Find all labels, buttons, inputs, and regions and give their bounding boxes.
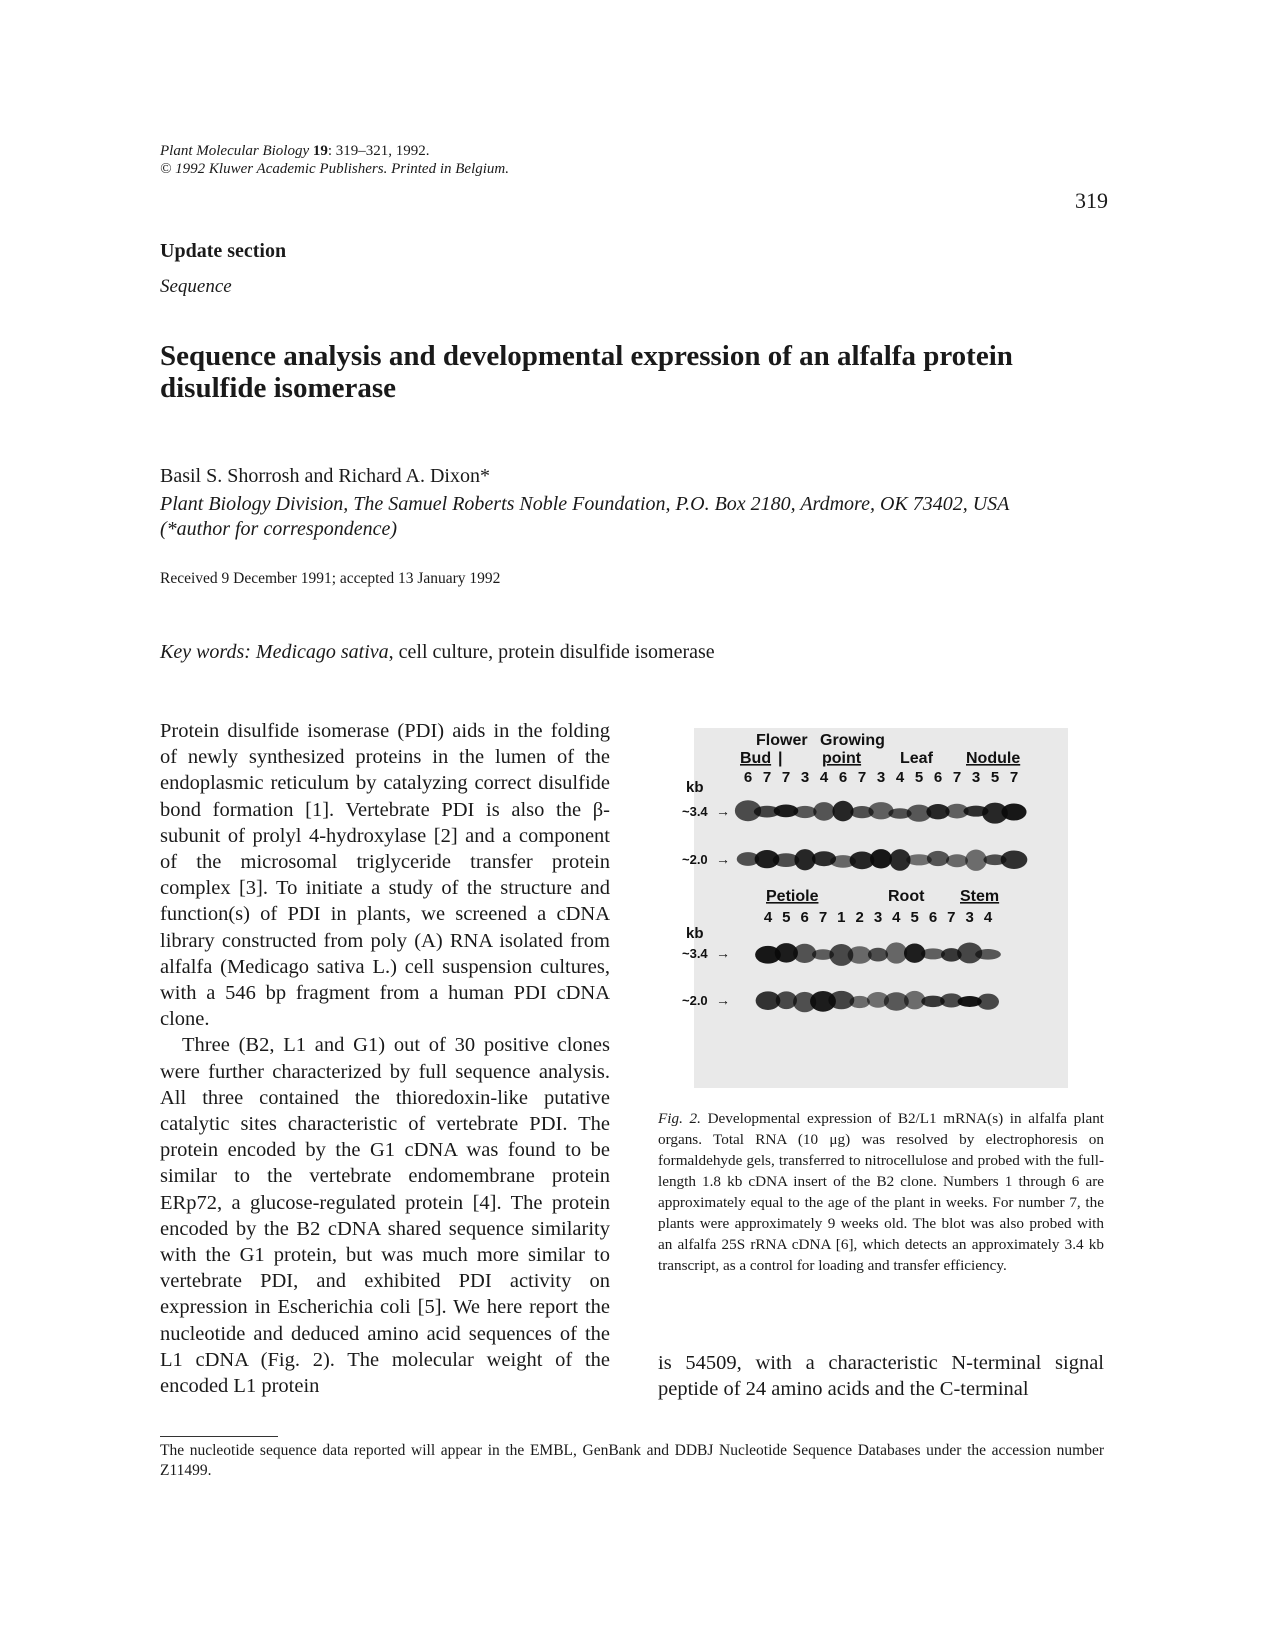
bottom-lane-2: 6	[800, 909, 809, 926]
top-band-r1-l7	[870, 849, 892, 868]
keywords-label: Key words:	[160, 641, 251, 663]
bottom-band-r1-l12	[977, 994, 999, 1010]
kb-label-top: kb	[686, 779, 704, 796]
top-lane-numbers	[744, 769, 1018, 786]
top-band-r0-l7	[868, 802, 893, 819]
arrow-2.0-bottom: →	[716, 992, 730, 1008]
blot-image	[682, 728, 1068, 1088]
arrow-2.0-top: →	[716, 851, 730, 867]
bottom-lane-1: 5	[782, 909, 791, 926]
received-dates: Received 9 December 1991; accepted 13 January 1992	[160, 570, 501, 587]
top-lane-9: 5	[914, 769, 924, 786]
marker-2.0-top: ~2.0	[682, 852, 708, 867]
section-heading: Update section	[160, 240, 287, 262]
top-band-r0-l4	[813, 802, 835, 821]
bottom-band-r0-l6	[868, 948, 888, 962]
group-label-point: point	[822, 750, 862, 767]
bottom-lane-9: 6	[928, 909, 938, 926]
top-lane-2: 7	[781, 769, 791, 786]
bottom-lane-3: 7	[818, 909, 828, 926]
group-label-flower: Flower	[756, 732, 808, 749]
bottom-band-r0-l12	[975, 949, 1001, 960]
marker-3.4-top: ~3.4	[682, 804, 708, 819]
top-lane-5: 6	[838, 769, 848, 786]
bottom-lane-0: 4	[763, 909, 773, 926]
top-lane-12: 3	[971, 769, 981, 786]
top-lane-7: 3	[876, 769, 886, 786]
authors: Basil S. Shorrosh and Richard A. Dixon*	[160, 465, 490, 487]
top-lane-3: 3	[800, 769, 810, 786]
kb-label-bottom: kb	[686, 925, 704, 942]
top-band-r1-l11	[946, 854, 968, 867]
keywords-species: Medicago sativa	[255, 641, 389, 663]
arrow-3.4-bottom: →	[716, 945, 730, 961]
group-label-nodule: Nodule	[966, 750, 1021, 767]
figure-caption	[658, 1108, 1104, 1276]
top-band-r0-l3	[793, 806, 816, 818]
group-label-root: Root	[888, 888, 925, 905]
page-number: 319	[1075, 188, 1108, 213]
footnote: The nucleotide sequence data reported will appear in the EMBL, GenBank and DDBJ Nucleotide Sequence Databases under the accession number Z11499.	[160, 1442, 1104, 1479]
affiliation: Plant Biology Division, The Samuel Roberts Noble Foundation, P.O. Box 2180, Ardmore, OK 73402, USA (*author for correspondence)	[160, 493, 1010, 540]
journal-name: Plant Molecular Biology	[160, 143, 310, 159]
body-continuation: is 54509, with a characteristic N-terminal signal peptide of 24 amino acids and the C-terminal	[658, 1352, 1104, 1401]
bottom-lane-6: 3	[873, 909, 883, 926]
top-lane-1: 7	[762, 769, 772, 786]
footnote-rule	[160, 1436, 278, 1437]
journal-citation	[160, 142, 509, 178]
group-label-stem: Stem	[960, 888, 1000, 905]
figure-label: Fig. 2.	[658, 1110, 701, 1127]
top-lane-0: 6	[743, 769, 753, 786]
bottom-lane-7: 4	[892, 909, 901, 926]
bottom-lane-8: 5	[910, 909, 919, 926]
top-lane-11: 7	[952, 769, 962, 786]
top-band-r1-l14	[1001, 850, 1028, 868]
top-blot-bands	[735, 800, 1027, 871]
group-label-petiole: Petiole	[766, 888, 819, 905]
bottom-band-r0-l7	[885, 942, 907, 963]
body-paragraph-1: Protein disulfide isomerase (PDI) aids in the folding of newly synthesized proteins in the lumen of the endoplasmic reticulum by catalyzing correct disulfide bond formation [1]. Vertebrate PDI is also the β-subunit of prolyl 4-hydroxylase [2] and a component of the microsomal triglyceride transfer protein complex [3]. To initiate a study of the structure and function(s) of PDI in plants, we screened a cDNA library constructed from poly (A) RNA isolated from alfalfa (Medicago sativa L.) cell suspension cultures, with a 546 bp fragment from a human PDI cDNA clone.	[160, 720, 610, 1031]
bottom-lane-numbers	[764, 909, 993, 926]
bottom-lane-11: 3	[965, 909, 974, 926]
caption-text: Developmental expression of B2/L1 mRNA(s) in alfalfa plant organs. Total RNA (10 μg) was resolved by electrophoresis on formaldehyde gels, transferred to nitrocellulose and probed with the full-length 1.8 kb cDNA insert of the B2 clone. Numbers 1 through 6 are approximately equal to the age of the plant in weeks. For number 7, the plants were approximately 9 weeks old. The blot was also probed with an alfalfa 25S rRNA cDNA [6], which detects an approximately 3.4 kb transcript, as a control for loading and transfer efficiency.	[658, 1110, 1105, 1274]
top-band-r0-l5	[832, 801, 853, 822]
keywords	[160, 641, 715, 664]
top-lane-6: 7	[857, 769, 867, 786]
bottom-lane-10: 7	[947, 909, 956, 926]
marker-3.4-bottom: ~3.4	[682, 946, 708, 961]
northern-blot-figure	[682, 728, 1068, 1088]
body-left-column	[160, 718, 610, 1399]
arrow-3.4-top: →	[716, 803, 730, 819]
bottom-blot-bands	[755, 942, 1001, 1012]
top-band-r1-l10	[927, 851, 949, 866]
bottom-band-r1-l5	[849, 996, 869, 1008]
bottom-lane-5: 2	[855, 909, 864, 926]
top-lane-13: 5	[990, 769, 1000, 786]
paper-title: Sequence analysis and developmental expression of an alfalfa protein disulfide isomerase	[160, 340, 1013, 404]
group-label-bud: Bud	[740, 750, 772, 767]
top-lane-8: 4	[895, 769, 905, 786]
copyright-line: © 1992 Kluwer Academic Publishers. Printed in Belgium.	[160, 161, 509, 177]
keywords-rest: , cell culture, protein disulfide isomerase	[388, 641, 715, 663]
body-paragraph-2: Three (B2, L1 and G1) out of 30 positive clones were further characterized by full sequence analysis. All three contained the thioredoxin-like putative catalytic sites characteristic of vertebrate PDI. The protein encoded by the G1 cDNA was found to be similar to the vertebrate endomembrane protein ERp72, a glucose-regulated protein [4]. The protein encoded by the B2 cDNA shared sequence similarity with the G1 protein, but was much more similar to vertebrate PDI, and exhibited PDI activity on expression in Escherichia coli [5]. We here report the nucleotide and deduced amino acid sequences of the L1 cDNA (Fig. 2). The molecular weight of the encoded L1 protein	[160, 1034, 610, 1398]
subsection-heading: Sequence	[160, 276, 232, 297]
journal-volume: 19	[312, 143, 328, 159]
journal-pages-year: : 319–321, 1992.	[327, 143, 430, 159]
bud-separator: |	[778, 750, 783, 767]
top-lane-4: 4	[819, 769, 829, 786]
marker-2.0-bottom: ~2.0	[682, 993, 708, 1008]
bottom-lane-12: 4	[983, 909, 993, 926]
top-band-r0-l14	[1001, 803, 1026, 820]
top-lane-14: 7	[1009, 769, 1019, 786]
group-label-growing: Growing	[820, 732, 885, 749]
bottom-lane-4: 1	[837, 909, 846, 926]
top-lane-10: 6	[933, 769, 943, 786]
body-right-column	[658, 1350, 1104, 1402]
group-label-leaf: Leaf	[900, 750, 933, 767]
